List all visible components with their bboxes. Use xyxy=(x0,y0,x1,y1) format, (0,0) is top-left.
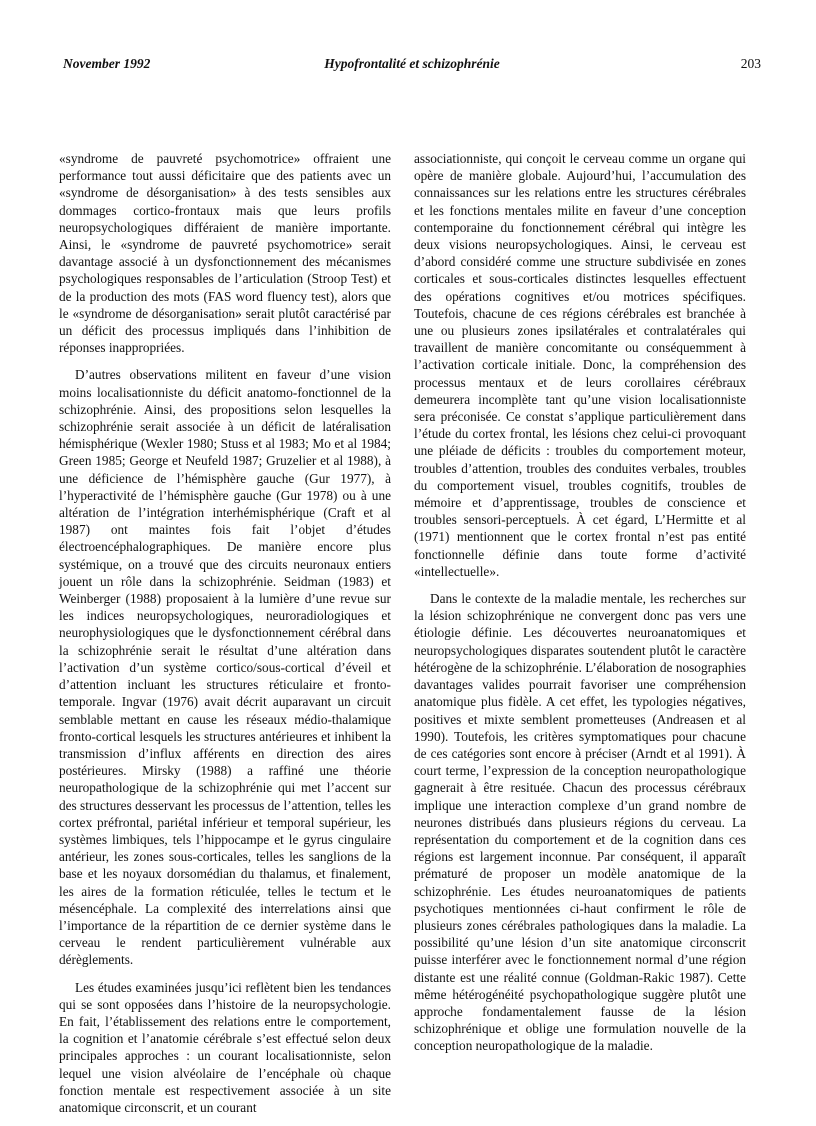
issue-date: November 1992 xyxy=(63,56,151,71)
paragraph: associationniste, qui conçoit le cerveau comme un organe qui opère de manière globale. Aujourd’hui, l’accumulation des connaissances sur les relations entre les structures cérébrales et les fonctions mentales milite en faveur d’une conception contemporaine du fonctionnement cérébral qui intègre les deux visions neuropsychologiques. Ainsi, le cerveau est d’abord considéré comme une structure subdivisée en zones corticales et sous-corticales distinctes lesquelles effectuent des opérations cognitives et/ou motrices spécifiques. Toutefois, chacune de ces régions cérébrales est branchée à une ou plusieurs zones ipsilatérales et contralatérales qui travaillent de manière concomitante ou conséquemment à l’activation corticale initiale. Donc, la compréhension des processus mentaux et de leurs corollaires cérébraux demeurera incomplète tant qu’une vision localisationniste sera préconisée. Ce constat s’applique particulièrement dans l’étude du cortex frontal, les lésions chez celui-ci provoquant une pléiade de déficits : troubles du comportement moteur, troubles d’attention, troubles des conduites verbales, troubles du comportement visuel, troubles cognitifs, troubles de mémoire et d’apprentissage, troubles de conscience et troubles sensori-perceptuels. À cet égard, L’Hermitte et al (1971) mentionnent que le cortex frontal n’est pas entité fonctionnelle définie dans toute forme d’activité «intellectuelle». xyxy=(414,151,746,579)
page-number: 203 xyxy=(740,56,761,71)
paragraph: Les études examinées jusqu’ici reflètent bien les tendances qui se sont opposées dans l’histoire de la neuropsychologie. En fait, l’établissement des relations entre le comportement, la cognition et l’anatomie cérébrale s’est effectué selon deux principales approches : un courant localisationniste, selon lequel une vision alvéolaire de l’encéphale où chaque fonction mentale est respectivement associée à un site anatomique circonscrit, et un courant xyxy=(59,979,391,1115)
running-head xyxy=(63,56,761,74)
paragraph: «syndrome de pauvreté psychomotrice» offraient une performance tout aussi déficitaire que des patients avec un «syndrome de désorganisation» à des tests sensibles aux dommages cortico-frontaux mais que leurs profils neuropsychologiques différaient de manière importante. Ainsi, le «syndrome de pauvreté psychomotrice» serait davantage associé à un dysfonctionnement des mécanismes psychologiques responsables de l’articulation (Stroop Test) et de la production des mots (FAS word fluency test), alors que le «syndrome de désorganisation» serait plutôt caractérisé par un déficit des processus impliqués dans l’inhibition de réponses inappropriées. xyxy=(59,151,391,356)
paragraph: Dans le contexte de la maladie mentale, les recherches sur la lésion schizophrénique ne convergent donc pas vers une étiologie définie. Les découvertes neuroanatomiques et neuropsychologiques disparates soutendent plutôt le caractère hétérogène de la schizophrénie. L’élaboration de nosographies davantages valides pourrait favoriser une compréhension anatomique plus fidèle. A cet effet, les typologies négatives, positives et mixte semblent prometteuses (Andreasen et al 1990). Toutefois, les critères symptomatiques pour chacune de ces catégories sont encore à préciser (Arndt et al 1991). À court terme, l’expression de la conception neuropathologique gagnerait à être resituée. Chacun des processus cérébraux implique une interaction complexe d’un grand nombre de neurones distribués dans plusieurs régions du cerveau. La représentation du comportement et de la cognition dans ces régions est largement inconnue. Par conséquent, il apparaît prématuré de proposer un modèle anatomique de la schizophrénie. Les études neuroanatomiques de patients psychotiques mentionnées ci-haut confirment le rôle de plusieurs zones cérébrales pathologiques dans la maladie. La possibilité qu’une lésion d’un site anatomique circonscrit puisse interférer avec le fonctionnement normal d’une région distante est une réalité connue (Goldman-Rakic 1987). Cette même hétérogénéité psychopathologique suggère plutôt une approche fondamentalement fausse de la lésion schizophrénique et oblige une formulation nouvelle de la conception neuropathologique de la maladie. xyxy=(414,591,746,1054)
running-title: Hypofrontalité et schizophrénie xyxy=(324,56,500,71)
right-column xyxy=(414,150,746,1065)
paragraph: D’autres observations militent en faveur d’une vision moins localisationniste du déficit anatomo-fonctionnel de la schizophrénie. Ainsi, des propositions selon lesquelles la schizophrénie serait associée à un déficit de latéralisation hémisphérique (Wexler 1980; Stuss et al 1983; Mo et al 1984; Green 1985; George et Neufeld 1987; Gruzelier et al 1988), à une déficience de l’hémisphère gauche (Gur 1977), à l’hyperactivité de l’hémisphère gauche (Gur 1978) ou à une altération de l’intégration interhémisphérique (Craft et al 1987) ont maintes fois fait l’objet d’études électroencéphalographiques. De manière encore plus systémique, on a trouvé que des circuits neuronaux entiers jouent un rôle dans la schizophrénie. Seidman (1983) et Weinberger (1988) proposaient à la lumière d’une revue sur les indices neuropsychologiques, neuroradiologiques et neurophysiologiques que le dysfonctionnement cérébral dans la schizophrénie serait le résultat d’une altération dans l’activation d’un système cortico/sous-cortical d’éveil et d’attention incluant les structures réticulaire et fronto-temporale. Ingvar (1976) avait décrit auparavant un circuit semblable mettant en cause les réseaux médio-thalamique fronto-cortical lesquels les structures antérieures et inhibent la transmission d’influx afférents en direction des aires postérieures. Mirsky (1988) a raffiné une théorie neuropathologique de la schizophrénie qui met l’accent sur des structures desservant les processus de l’attention, telles les cortex préfrontal, pariétal inférieur et temporal supérieur, les systèmes limbiques, tels l’hippocampe et le gyrus cingulaire antérieur, les zones sous-corticales, telles les sanglions de la base et les noyaux dorsomédian du thalamus, et finalement, les aires de la formation réticulée, telles le tectum et le mésencéphale. La complexité des interrelations ainsi que l’importance de la répartition de ce dernier système dans le cerveau le rendent particulièrement vulnérable aux dérèglements. xyxy=(59,367,391,968)
left-column xyxy=(59,150,391,1126)
